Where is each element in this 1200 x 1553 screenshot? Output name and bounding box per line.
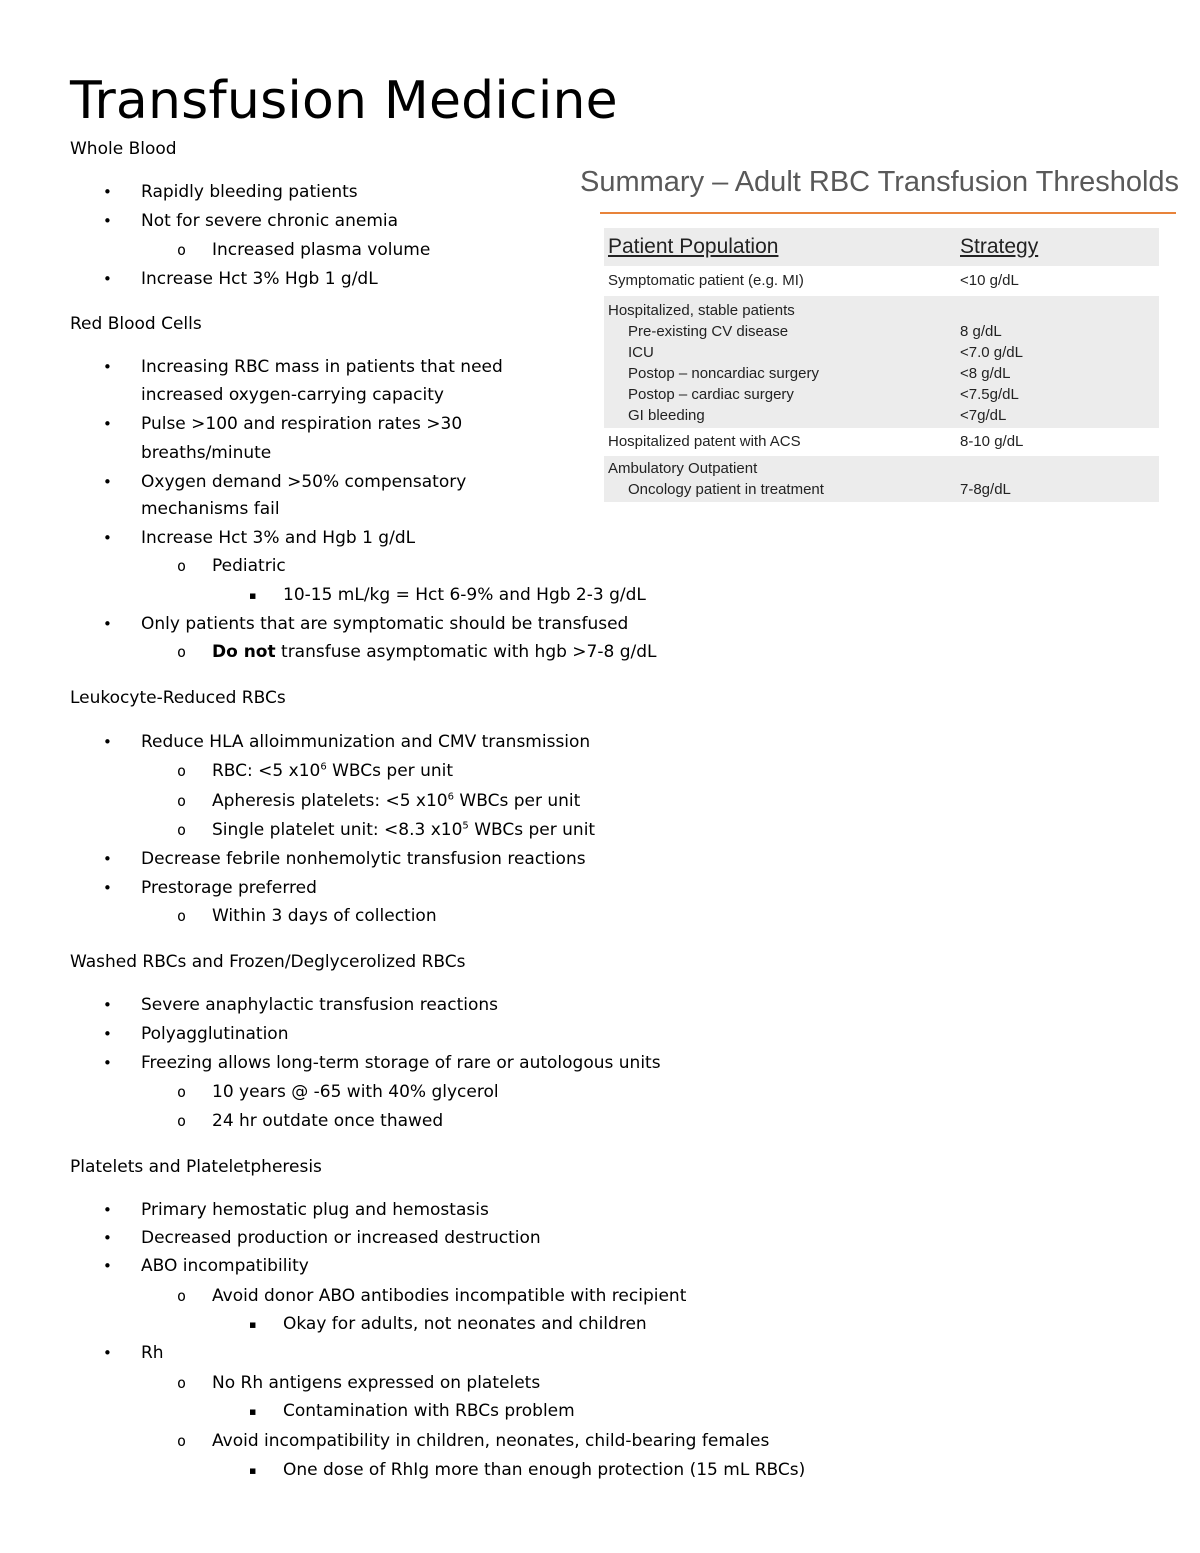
- sub-bullet-icon: o: [177, 1432, 187, 1450]
- bullet-icon: •: [103, 358, 112, 376]
- column-header-strategy: Strategy: [960, 235, 1039, 258]
- square-bullet-icon: ▪: [249, 1464, 257, 1477]
- strategy-group: [956, 458, 1159, 500]
- list-item-text: Apheresis platelets: <5 x10: [212, 791, 448, 811]
- strategy-cell: <10 g/dL: [960, 272, 1019, 289]
- page-title: Transfusion Medicine: [70, 71, 618, 131]
- column-header-population: Patient Population: [608, 235, 779, 258]
- list-item: No Rh antigens expressed on platelets: [212, 1373, 541, 1393]
- list-item: Prestorage preferred: [141, 878, 317, 898]
- list-item-continuation: mechanisms fail: [141, 499, 280, 519]
- sub-bullet-icon: o: [177, 1083, 187, 1101]
- thresholds-table: [604, 228, 1159, 502]
- superscript: 6: [320, 761, 327, 773]
- list-item-text: transfuse asymptomatic with hgb >7-8 g/dL: [275, 642, 657, 662]
- table-row: [604, 266, 1159, 296]
- sub-bullet-icon: o: [177, 643, 187, 661]
- list-item: Increase Hct 3% and Hgb 1 g/dL: [141, 528, 416, 548]
- bullet-icon: •: [103, 1344, 112, 1362]
- bullet-icon: •: [103, 270, 112, 288]
- section-heading-red-blood-cells: Red Blood Cells: [70, 314, 202, 334]
- list-item: 10 years @ -65 with 40% glycerol: [212, 1082, 499, 1102]
- list-item: Avoid donor ABO antibodies incompatible with recipient: [212, 1286, 687, 1306]
- bullet-icon: •: [103, 1201, 112, 1219]
- superscript: 6: [447, 791, 454, 803]
- population-cell: Hospitalized, stable patients: [608, 302, 795, 319]
- bullet-icon: •: [103, 996, 112, 1014]
- strategy-cell: 8 g/dL: [960, 323, 1002, 340]
- sub-bullet-icon: o: [177, 907, 187, 925]
- list-item: Avoid incompatibility in children, neonates, child-bearing females: [212, 1431, 770, 1451]
- bullet-icon: •: [103, 1025, 112, 1043]
- sub-bullet-icon: o: [177, 762, 187, 780]
- list-item: Oxygen demand >50% compensatory: [141, 472, 467, 492]
- list-item: Decreased production or increased destruction: [141, 1228, 541, 1248]
- bullet-icon: •: [103, 212, 112, 230]
- list-item-continuation: increased oxygen-carrying capacity: [141, 385, 444, 405]
- list-item: [212, 760, 453, 782]
- population-cell: Postop – noncardiac surgery: [628, 365, 819, 382]
- summary-accent-rule: [600, 212, 1176, 214]
- bullet-icon: •: [103, 879, 112, 897]
- population-group: [604, 458, 956, 500]
- bold-text: Do not: [212, 642, 276, 662]
- population-cell: Postop – cardiac surgery: [628, 386, 794, 403]
- superscript: 5: [462, 820, 469, 832]
- list-item: [212, 819, 595, 841]
- summary-title: Summary – Adult RBC Transfusion Thresholds: [580, 166, 1180, 198]
- strategy-cell: [960, 300, 1159, 321]
- table-row-group: [604, 456, 1159, 502]
- section-heading-whole-blood: Whole Blood: [70, 139, 177, 159]
- list-item: Okay for adults, not neonates and children: [283, 1314, 647, 1334]
- strategy-cell: <7g/dL: [960, 407, 1007, 424]
- population-cell: Ambulatory Outpatient: [608, 460, 758, 477]
- bullet-icon: •: [103, 1257, 112, 1275]
- section-heading-leukocyte-reduced: Leukocyte-Reduced RBCs: [70, 688, 286, 708]
- list-item: Contamination with RBCs problem: [283, 1401, 575, 1421]
- square-bullet-icon: ▪: [249, 1318, 257, 1331]
- list-item: 10-15 mL/kg = Hct 6-9% and Hgb 2-3 g/dL: [283, 585, 646, 605]
- list-item-text: WBCs per unit: [326, 761, 454, 781]
- bullet-icon: •: [103, 415, 112, 433]
- bullet-icon: •: [103, 529, 112, 547]
- list-item: 24 hr outdate once thawed: [212, 1111, 444, 1131]
- strategy-group: [956, 300, 1159, 426]
- list-item: Increase Hct 3% Hgb 1 g/dL: [141, 269, 378, 289]
- bullet-icon: •: [103, 733, 112, 751]
- list-item: One dose of RhIg more than enough protection (15 mL RBCs): [283, 1460, 806, 1480]
- population-group: [604, 300, 956, 426]
- list-item: Reduce HLA alloimmunization and CMV transmission: [141, 732, 591, 752]
- strategy-cell: [960, 458, 1159, 479]
- sub-bullet-icon: o: [177, 1112, 187, 1130]
- list-item: Pediatric: [212, 556, 286, 576]
- square-bullet-icon: ▪: [249, 1405, 257, 1418]
- bullet-icon: •: [103, 850, 112, 868]
- list-item: Decrease febrile nonhemolytic transfusion reactions: [141, 849, 586, 869]
- square-bullet-icon: ▪: [249, 589, 257, 602]
- bullet-icon: •: [103, 473, 112, 491]
- list-item: [212, 641, 657, 663]
- list-item: Increasing RBC mass in patients that need: [141, 357, 503, 377]
- list-item: Rh: [141, 1343, 164, 1363]
- table-row: [604, 428, 1159, 456]
- section-heading-platelets: Platelets and Plateletpheresis: [70, 1157, 322, 1177]
- list-item-continuation: breaths/minute: [141, 443, 272, 463]
- sub-bullet-icon: o: [177, 557, 187, 575]
- list-item: Primary hemostatic plug and hemostasis: [141, 1200, 489, 1220]
- strategy-cell: <8 g/dL: [960, 365, 1011, 382]
- population-cell: Oncology patient in treatment: [628, 481, 824, 498]
- list-item: Polyagglutination: [141, 1024, 289, 1044]
- population-cell: Pre-existing CV disease: [628, 323, 789, 340]
- sub-bullet-icon: o: [177, 241, 187, 259]
- list-item: Only patients that are symptomatic should be transfused: [141, 614, 629, 634]
- table-header-row: [604, 228, 1159, 266]
- bullet-icon: •: [103, 1229, 112, 1247]
- sub-bullet-icon: o: [177, 792, 187, 810]
- section-heading-washed-rbcs: Washed RBCs and Frozen/Deglycerolized RBCs: [70, 952, 466, 972]
- strategy-cell: <7.5g/dL: [960, 386, 1019, 403]
- sub-bullet-icon: o: [177, 821, 187, 839]
- list-item: Freezing allows long-term storage of rare or autologous units: [141, 1053, 661, 1073]
- population-cell: Symptomatic patient (e.g. MI): [608, 272, 804, 289]
- population-cell: Hospitalized patent with ACS: [608, 433, 801, 450]
- bullet-icon: •: [103, 615, 112, 633]
- sub-bullet-icon: o: [177, 1287, 187, 1305]
- strategy-cell: <7.0 g/dL: [960, 344, 1023, 361]
- population-cell: GI bleeding: [628, 407, 705, 424]
- list-item: Rapidly bleeding patients: [141, 182, 358, 202]
- list-item-text: RBC: <5 x10: [212, 761, 321, 781]
- list-item: Not for severe chronic anemia: [141, 211, 399, 231]
- bullet-icon: •: [103, 1054, 112, 1072]
- strategy-cell: 8-10 g/dL: [960, 433, 1024, 450]
- list-item: [212, 790, 580, 812]
- strategy-cell: 7-8g/dL: [960, 481, 1011, 498]
- list-item: ABO incompatibility: [141, 1256, 309, 1276]
- list-item: Increased plasma volume: [212, 240, 431, 260]
- list-item-text: WBCs per unit: [468, 820, 596, 840]
- list-item-text: WBCs per unit: [454, 791, 581, 811]
- list-item: Severe anaphylactic transfusion reactions: [141, 995, 498, 1015]
- sub-bullet-icon: o: [177, 1374, 187, 1392]
- table-row-group: [604, 296, 1159, 428]
- list-item-text: Single platelet unit: <8.3 x10: [212, 820, 463, 840]
- population-cell: ICU: [628, 344, 654, 361]
- list-item: Pulse >100 and respiration rates >30: [141, 414, 463, 434]
- bullet-icon: •: [103, 183, 112, 201]
- list-item: Within 3 days of collection: [212, 906, 437, 926]
